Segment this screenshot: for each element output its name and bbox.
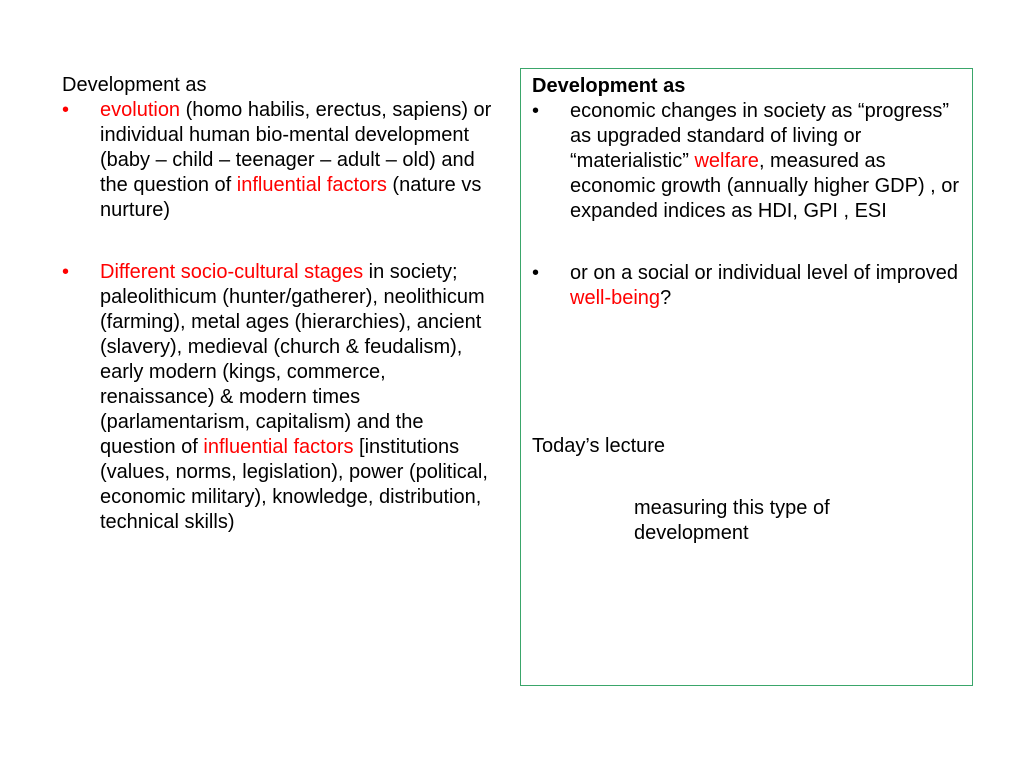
highlight-evolution: evolution (100, 99, 181, 121)
left-heading: Development as (62, 74, 207, 96)
highlight-influential-factors: influential factors (236, 174, 387, 196)
left-bullet-evolution (62, 98, 502, 223)
highlight-socio-cultural-stages: Different socio-cultural stages (100, 261, 364, 283)
bullet-icon: • (532, 262, 540, 284)
highlight-influential-factors: influential factors (203, 436, 354, 458)
left-bullet-socio-cultural (62, 260, 502, 535)
well-being-text: or on a social or individual level of improved (570, 262, 958, 284)
evolution-text-end: (nature vs nurture) (100, 174, 482, 221)
left-column (62, 73, 502, 535)
socio-cultural-text: in society; paleolithicum (hunter/gatherer), neolithicum (farming), metal ages (hierarchies), ancient (slavery), medieval (church & feudalism), early modern (kings, commerce, renaissance) & modern times (parlamentarism, capitalism) and the question of (100, 261, 485, 458)
right-text-box (520, 68, 973, 686)
right-bullet-well-being (532, 261, 962, 311)
bullet-icon: • (62, 99, 70, 121)
bullet-icon: • (532, 100, 540, 122)
highlight-welfare: welfare (694, 150, 759, 172)
left-bullet-list (62, 98, 502, 535)
economic-text-end: , measured as economic growth (annually higher GDP) , or expanded indices as HDI, GPI , ESI (570, 150, 960, 222)
right-bullet-list (532, 99, 962, 311)
spacer (62, 223, 502, 260)
right-heading: Development as (532, 75, 686, 97)
highlight-well-being: well-being (570, 287, 661, 309)
economic-text: economic changes in society as “progress” as upgraded standard of living or “materialistic” (570, 100, 950, 172)
right-bullet-economic (532, 99, 962, 224)
well-being-text-end: ? (660, 287, 672, 309)
evolution-text: (homo habilis, erectus, sapiens) or individual human bio-mental development (baby – child – teenager – adult – old) and the question of (100, 99, 492, 196)
todays-lecture-label: Today’s lecture (532, 435, 666, 457)
bullet-icon: • (62, 261, 70, 283)
spacer (532, 224, 962, 261)
socio-cultural-text-end: [institutions (values, norms, legislation), power (political, economic military), knowledge, distribution, technical skills) (100, 436, 488, 533)
measuring-text: measuring this type of development (634, 497, 830, 544)
